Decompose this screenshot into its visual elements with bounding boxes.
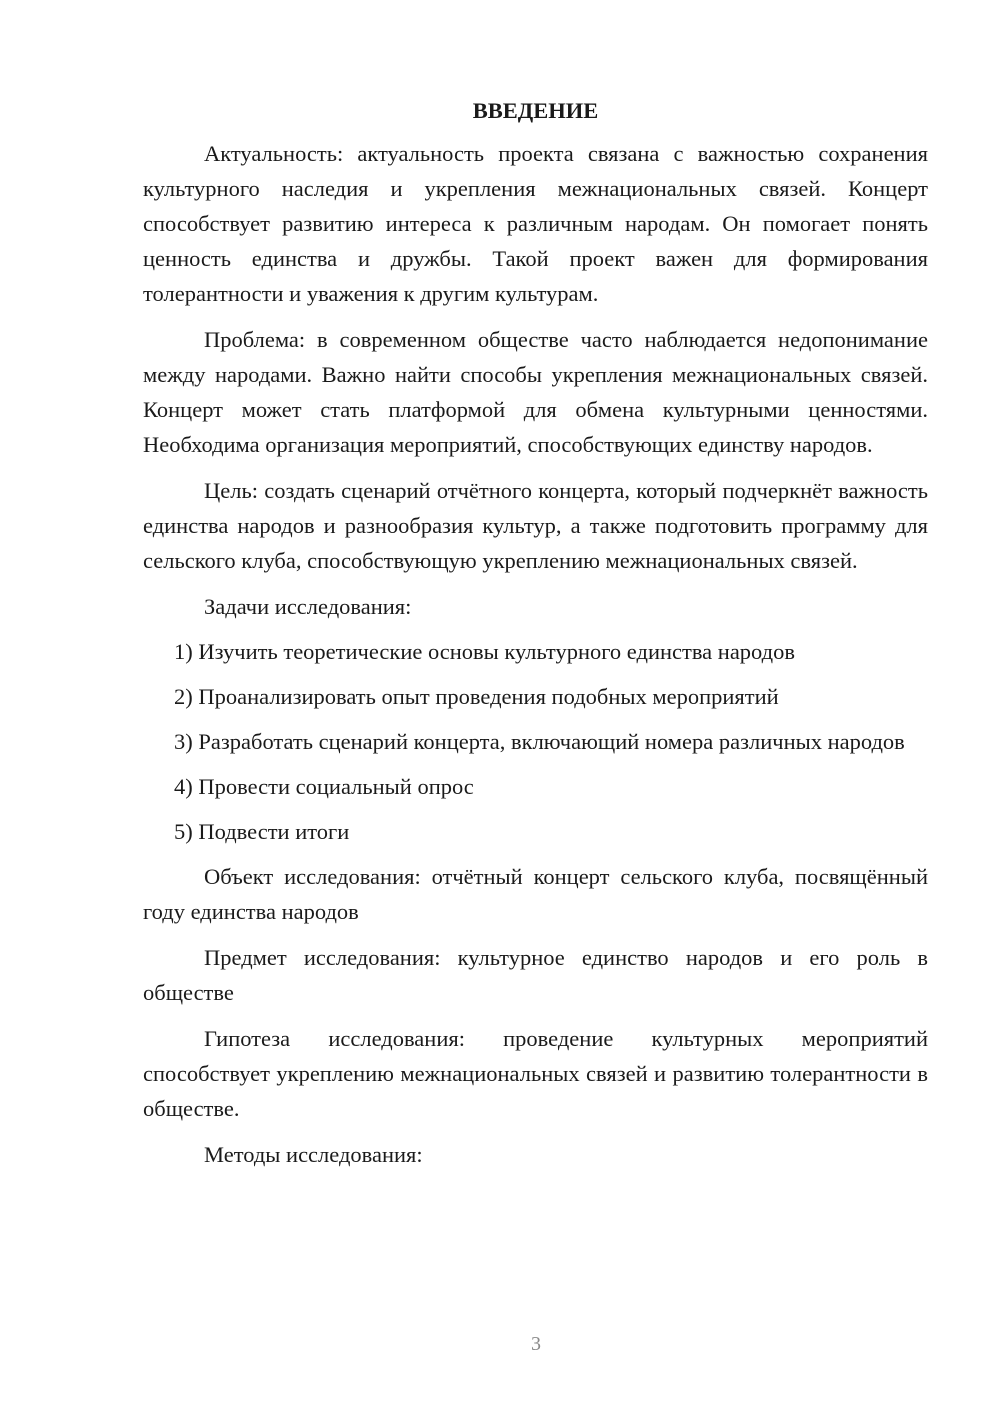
goal-paragraph: Цель: создать сценарий отчётного концерта, который подчеркнёт важность единства народов и разнообразия культур, а также подготовить программу для сельского клуба, способствующую укреплению межнациональных связей. [143,478,928,573]
problem-paragraph: Проблема: в современном обществе часто наблюдается недопонимание между народами. Важно найти способы укрепления межнациональных связей. Концерт может стать платформой для обмена культурными ценностями. Необходима организация мероприятий, способствующих единству народов. [143,327,928,457]
task-item-5: 5) Подвести итоги [174,819,350,844]
page-number: 3 [531,1333,541,1355]
section-title: ВВЕДЕНИЕ [472,98,599,123]
subject-paragraph: Предмет исследования: культурное единство народов и его роль в обществе [143,945,928,1005]
task-item-2: 2) Проанализировать опыт проведения подобных мероприятий [174,684,779,709]
task-item-3: 3) Разработать сценарий концерта, включающий номера различных народов [174,729,905,754]
object-paragraph: Объект исследования: отчётный концерт сельского клуба, посвящённый году единства народов [143,864,928,924]
hypothesis-paragraph: Гипотеза исследования: проведение культурных мероприятий способствует укреплению межнациональных связей и развитию толерантности в обществе. [143,1026,928,1121]
relevance-paragraph: Актуальность: актуальность проекта связана с важностью сохранения культурного наследия и укрепления межнациональных связей. Концерт способствует развитию интереса к различным народам. Он помогает понять ценность единства и дружбы. Такой проект важен для формирования толерантности и уважения к другим культурам. [143,141,928,306]
task-item-1: 1) Изучить теоретические основы культурного единства народов [174,639,795,664]
page-content [143,96,928,1182]
tasks-heading: Задачи исследования: [204,594,412,619]
task-item-4: 4) Провести социальный опрос [174,774,474,799]
methods-heading: Методы исследования: [204,1142,423,1167]
